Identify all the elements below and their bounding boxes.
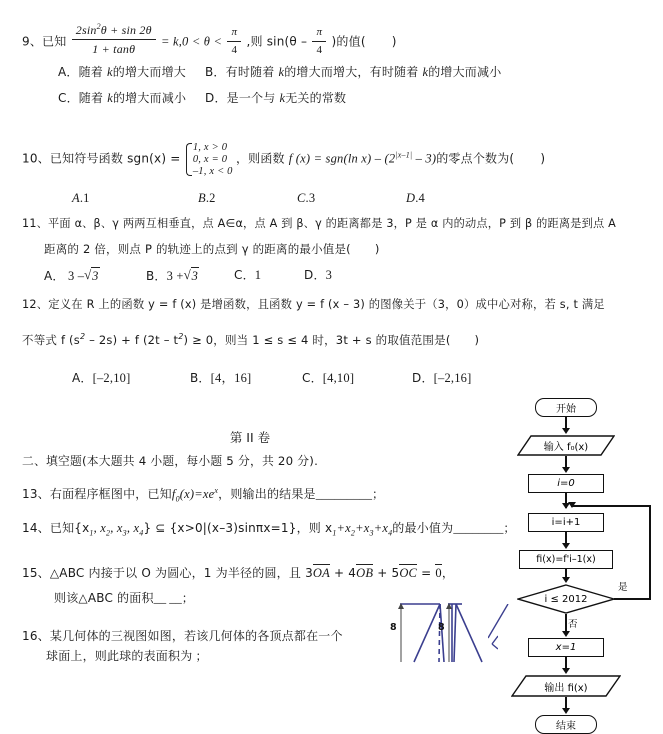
q12-option-a[interactable]: [72, 370, 130, 387]
q10-fx-tail: – 3): [412, 151, 437, 166]
q11-line1-text: 平面 α、β、γ 两两互相垂直，点 A∈α，点 A 到 β、γ 的距离都是 3，P 是 α 内的动点，P 到 β 的距离是到点 A: [48, 217, 617, 230]
q14-number: 14、: [22, 521, 50, 535]
q12-option-b-text: [4，16]: [210, 371, 252, 385]
q15-plus-1: + 4: [329, 566, 357, 580]
q14-sum-sub-3: 3: [369, 528, 374, 538]
q10-paren-close: ): [540, 151, 546, 166]
question-11-line2: [44, 242, 380, 258]
q9-option-a-label: A．: [58, 65, 79, 79]
q12-option-a-text: [–2,10]: [92, 371, 131, 385]
q12-line2-b: – 2s) + f (2t – t: [85, 332, 179, 347]
q12-option-d-text: [–2,16]: [433, 371, 472, 385]
question-12-line1: [22, 297, 605, 312]
q9-option-a-text-b: 的增大而增大: [112, 65, 186, 79]
q9-fraction: [72, 22, 156, 57]
q14-semicolon: ；: [503, 521, 516, 535]
question-12-line2: [22, 332, 479, 348]
section-2-heading: 二、填空题(本大题共 4 小题，每小题 5 分，共 20 分).: [22, 454, 319, 468]
q14-sum-sub-1: 1: [332, 528, 337, 538]
q13-semicolon: ；: [372, 487, 385, 502]
flow-arrowhead-7: [562, 668, 570, 674]
q9-option-b-text-c: 的增大而减小: [428, 65, 502, 79]
question-14: 14、已知{$x_1$, $x_2$, $x_3$, $x_4$} ⊆ {x>0|(x–3)sinπx=1}，则 $x_1+x_2+x_3+x_4$的最小值为________；: [22, 521, 516, 538]
question-16-line1: [22, 628, 343, 645]
q9-number: 9、: [22, 34, 43, 49]
question-16-line2: [46, 648, 208, 665]
q14-sum-sub-4: 4: [388, 528, 393, 538]
q15-eq: =: [417, 566, 436, 580]
q9-option-a-k: k: [107, 65, 113, 79]
flow-connector-yes-h2: [571, 505, 650, 507]
flow-arrowhead-1: [562, 428, 570, 434]
q13-text-b: ，则输出的结果是: [218, 487, 316, 502]
q11-number: 11、: [22, 217, 49, 230]
flowchart-node-increment: i=i+1: [528, 513, 604, 532]
q14-sub-4: 4: [139, 528, 144, 538]
q13-answer-blank[interactable]: _________: [315, 487, 373, 502]
q11-option-c-text: 1: [254, 268, 262, 282]
q14-text-a: 已知{x: [49, 521, 90, 535]
flow-connector-yes-h1: [614, 598, 650, 600]
q11-option-b-radical: [184, 267, 199, 285]
q12-option-a-label: A．: [72, 371, 93, 385]
q9-pi-fraction-2: [312, 25, 326, 58]
q15-line2-a: 则该△ABC 的面积: [54, 591, 154, 605]
flowchart-node-output-label: 输出 fi(x): [544, 682, 588, 694]
q10-option-c-text: .3: [305, 191, 316, 205]
q9-option-b[interactable]: [205, 64, 501, 81]
q9-lt: <: [213, 34, 223, 49]
q11-option-c-label: C．: [234, 268, 255, 282]
q11-option-a-radical: [84, 267, 99, 285]
q9-tail-b: )的值(: [331, 34, 366, 49]
q10-option-d-text: .4: [415, 191, 426, 205]
q16-line2-text: 球面上，则此球的表面积为: [46, 649, 193, 663]
q12-paren-close: ): [474, 332, 480, 347]
q10-stem-tail: 的零点个数为(: [436, 151, 515, 166]
question-10-stem: [22, 142, 545, 177]
q9-pi-2: π: [316, 26, 323, 39]
three-view-dimension-left: 8: [390, 622, 397, 633]
q12-option-d[interactable]: [412, 370, 472, 387]
q13-f0-sup: x: [214, 486, 219, 495]
q14-sub-3: 3: [122, 528, 127, 538]
flow-arrowhead-5: [562, 577, 570, 583]
q12-sup-1: 2: [79, 332, 86, 341]
flow-arrowhead-6: [562, 631, 570, 637]
q12-option-b-label: B．: [190, 371, 211, 385]
q11-option-d[interactable]: [304, 267, 332, 284]
q11-option-a[interactable]: [44, 267, 100, 285]
q15-vector-oc: OC: [399, 566, 418, 580]
q15-vector-ob: OB: [356, 566, 374, 580]
flowchart-node-condition-label: i ≤ 2012: [544, 593, 588, 605]
q9-frac-num-b: θ + sin 2θ: [100, 23, 152, 37]
q9-option-c-label: C．: [58, 91, 79, 105]
q9-lead: 已知: [42, 34, 67, 49]
flowchart-node-setx: x=1: [528, 638, 604, 657]
q16-number: 16、: [22, 629, 50, 643]
q12-line2-c: ) ≥ 0，则当 1 ≤ s ≤ 4 时，3t + s 的取值范围是(: [183, 332, 451, 347]
q10-lead: 已知符号函数 sgn(x) =: [49, 151, 181, 166]
question-9-stem: [22, 22, 397, 58]
q11-option-b-text: 3 +: [166, 269, 184, 283]
q9-eq: = k,0 <: [161, 34, 201, 49]
flow-arrowhead-8: [562, 708, 570, 714]
flowchart-node-init: i=0: [528, 474, 604, 493]
q12-line1-text: 定义在 R 上的函数 y = f (x) 是增函数，且函数 y = f (x – 3) 的图像关于（3，0）成中心对称，若 s, t 满足: [48, 298, 605, 311]
q9-option-c-k: k: [107, 91, 113, 105]
q12-option-c-text: [4,10]: [322, 371, 355, 385]
question-15-line2: [54, 590, 194, 607]
q14-answer-blank[interactable]: ________: [453, 521, 504, 535]
q9-option-d-text-b: 无关的常数: [285, 91, 347, 105]
q11-option-b-label: B．: [146, 269, 167, 283]
q9-option-b-text-b: 的增大而增大，有时随着: [284, 65, 423, 79]
q10-number: 10、: [22, 151, 50, 166]
flowchart-node-derivative: fi(x)=f'i–1(x): [519, 550, 613, 569]
q14-sum-sub-2: 2: [350, 528, 356, 538]
q10-option-d-label: D: [406, 191, 416, 205]
q10-stem-mid: ，则函数: [235, 151, 289, 166]
q13-number: 13、: [22, 487, 50, 502]
q12-number: 12、: [22, 298, 49, 311]
q14-sum-a: +x: [336, 521, 351, 535]
q16-line1-text: 某几何体的三视图如图，若该几何体的各顶点都在一个: [49, 629, 343, 643]
q9-four: 4: [231, 44, 238, 57]
question-13: [22, 486, 384, 505]
q14-sub-2: 2: [106, 528, 111, 538]
flow-arrowhead-yes: [568, 502, 576, 508]
q11-option-b[interactable]: [146, 267, 199, 285]
q15-number: 15、: [22, 566, 50, 580]
flowchart-node-output: [511, 675, 621, 697]
q9-tail-a: ,则 sin(θ –: [246, 34, 308, 49]
q10-exponent: |x–1|: [395, 150, 413, 160]
q9-theta: θ: [203, 34, 211, 49]
q11-option-a-label: A．: [44, 269, 65, 283]
q15-comma: ，: [441, 566, 455, 580]
q10-piecewise: [184, 142, 233, 177]
scan-artifact-line: [488, 604, 510, 640]
q10-option-a-label: A: [72, 191, 80, 205]
q9-tail-c: ): [391, 34, 397, 49]
q11-paren-close: ): [374, 242, 380, 256]
q15-line1-a: △ABC 内接于以 O 为圆心，1 为半径的圆，且 3: [49, 566, 313, 580]
question-11-line1: [22, 216, 616, 231]
three-view-dimension-right: 8: [438, 622, 445, 633]
q9-pi-fraction: [227, 25, 241, 58]
q15-semicolon: ；: [181, 591, 194, 605]
q14-sum-b: +x: [355, 521, 370, 535]
q9-option-d-label: D．: [205, 91, 227, 105]
program-flowchart: [497, 398, 663, 732]
q13-f0: f: [171, 487, 176, 502]
flowchart-node-input-label: 输入 f₀(x): [543, 442, 589, 453]
q10-fx: f (x) = sgn(ln x) – (2: [288, 151, 396, 166]
flow-arrowhead-4: [562, 543, 570, 549]
q9-four-2: 4: [316, 44, 323, 57]
q9-pi: π: [231, 26, 238, 39]
q12-option-c[interactable]: [302, 370, 354, 387]
q15-vector-oa: OA: [312, 566, 330, 580]
q10-option-a[interactable]: [72, 190, 90, 207]
q9-option-b-k2: k: [422, 65, 429, 79]
q9-option-c[interactable]: [58, 90, 186, 107]
q10-case-3: –1, x < 0: [192, 165, 233, 177]
q9-option-a-text-a: 随着: [78, 65, 108, 79]
q12-option-b[interactable]: [190, 370, 251, 387]
q13-f0-sub: 0: [175, 494, 180, 504]
q9-option-d-text-a: 是一个与: [226, 91, 280, 105]
q9-frac-num-sup: 2: [96, 22, 101, 31]
q10-option-a-text: .1: [79, 191, 90, 205]
section-title: 第 II 卷: [229, 430, 271, 445]
q12-option-d-label: D．: [412, 371, 434, 385]
q9-option-c-text-a: 随着: [78, 91, 108, 105]
q11-option-d-label: D．: [304, 268, 326, 282]
flow-arrowhead-2: [562, 467, 570, 473]
q15-answer-blank[interactable]: __ __: [153, 591, 182, 605]
q9-option-d-k: k: [279, 91, 286, 105]
q12-option-c-label: C．: [302, 371, 323, 385]
q12-sup-2: 2: [178, 332, 184, 341]
q9-option-a[interactable]: [58, 64, 186, 81]
q10-option-b[interactable]: [198, 190, 216, 207]
q9-option-b-k: k: [278, 65, 285, 79]
q15-vector-zero: 0: [435, 566, 442, 580]
flowchart-node-input: [517, 435, 615, 456]
flowchart-branch-yes-label: 是: [617, 579, 629, 593]
q11-option-a-text: 3 –: [67, 269, 85, 283]
q10-option-c-label: C: [297, 191, 306, 205]
q16-semicolon: ；: [195, 649, 208, 663]
q10-option-b-text: .2: [205, 191, 216, 205]
q13-f0-tail: (x)=xe: [179, 487, 215, 502]
q11-option-d-text: 3: [325, 268, 333, 282]
q11-option-b-radicand: 3: [191, 269, 199, 283]
q10-option-b-label: B: [198, 191, 206, 205]
flowchart-node-start: 开始: [535, 398, 597, 417]
q11-option-a-radicand: 3: [92, 269, 99, 283]
q9-option-c-text-b: 的增大而减小: [112, 91, 187, 105]
q11-line2-text: 距离的 2 倍，则点 P 的轨迹上的点到 γ 的距离的最小值是(: [44, 242, 351, 256]
flowchart-node-condition: [517, 584, 615, 614]
flow-connector-yes-v: [649, 505, 651, 600]
q9-option-d[interactable]: [205, 90, 346, 107]
q9-option-b-label: B．: [205, 65, 226, 79]
q10-case-2: 0, x = 0: [192, 153, 228, 165]
q14-set-mid: } ⊆ {x>0|(x–3)sinπx=1}，则 x: [143, 521, 333, 535]
q9-frac-num-a: 2sin: [75, 23, 97, 37]
question-15-line1: [22, 564, 454, 582]
flowchart-branch-no-label: 否: [567, 616, 579, 630]
q10-option-c[interactable]: [297, 190, 315, 207]
q15-plus-2: + 5: [373, 566, 400, 580]
q11-option-c[interactable]: [234, 267, 261, 284]
q10-option-d[interactable]: [406, 190, 425, 207]
q14-text-b: 的最小值为: [392, 521, 454, 535]
q9-frac-den: 1 + tanθ: [92, 42, 136, 57]
three-view-drawing: [388, 596, 498, 664]
flowchart-node-end: 结束: [535, 715, 597, 734]
q13-text-a: 右面程序框图中，已知: [49, 487, 172, 502]
q14-sum-c: +x: [373, 521, 389, 535]
q12-line2-a: 不等式 f (s: [22, 332, 80, 347]
q14-sub-1: 1: [89, 528, 94, 538]
q9-option-b-text-a: 有时随着: [225, 65, 279, 79]
q10-case-1: 1, x > 0: [192, 142, 228, 153]
